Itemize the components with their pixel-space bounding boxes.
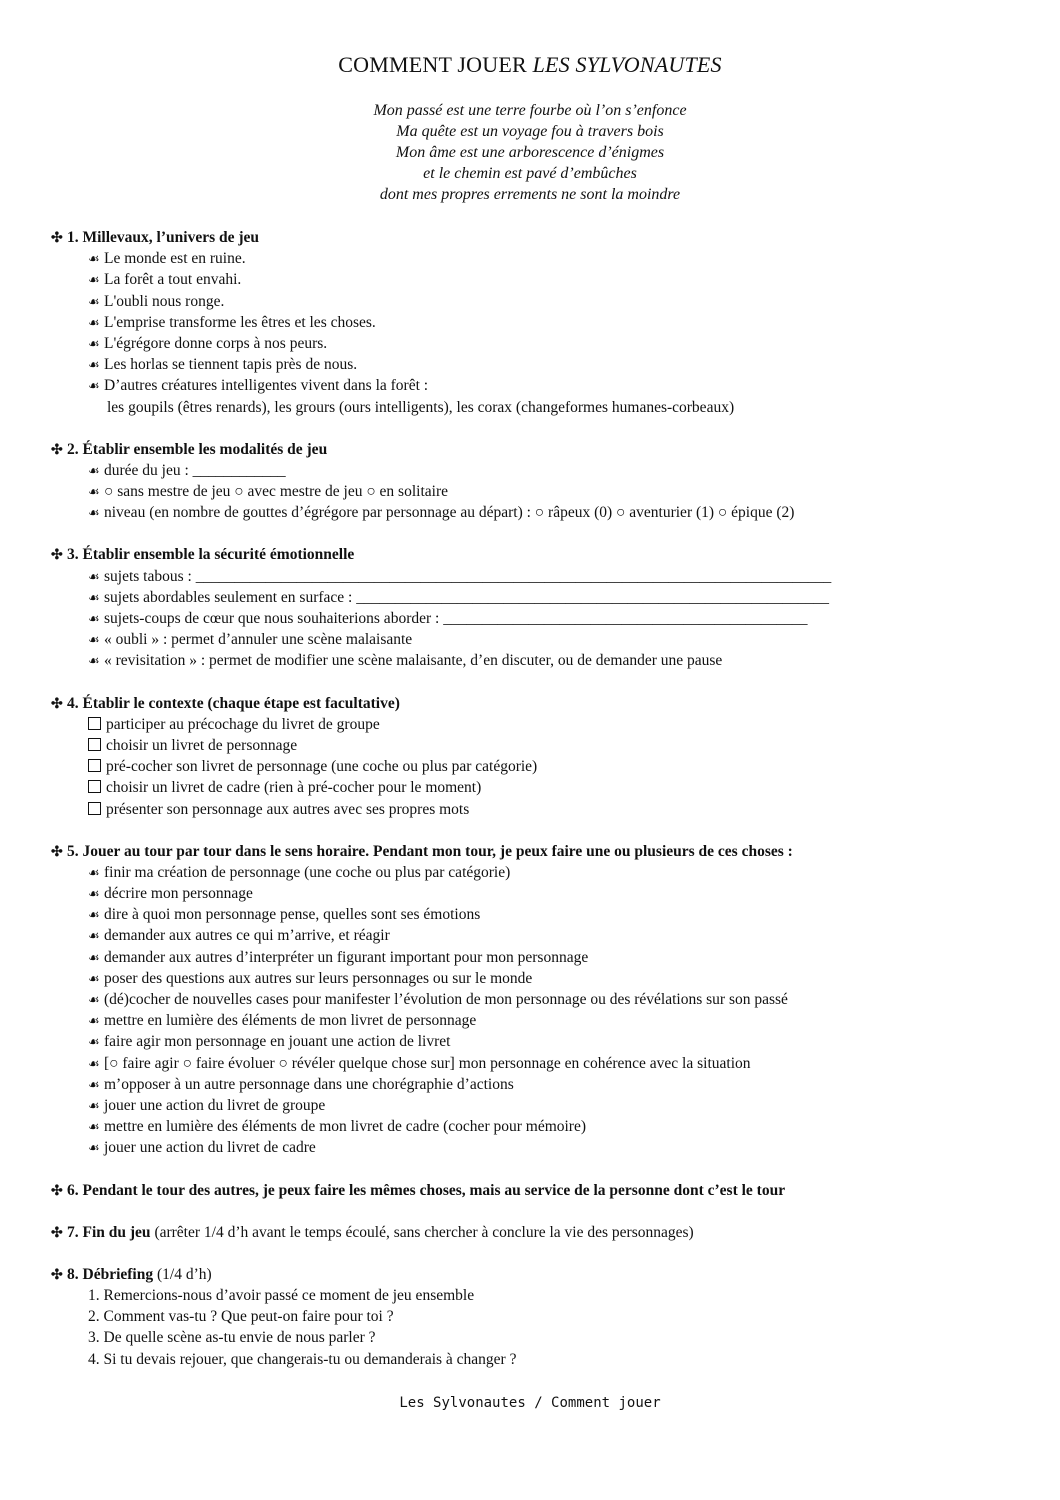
section-heading [51,439,1031,460]
section-3 [51,544,1031,671]
section-heading [51,1222,1031,1243]
bullet-item [51,862,1031,883]
section-heading-text: 5. Jouer au tour par tour dans le sens horaire. Pendant mon tour, je peux faire une ou plusieurs de ces choses : [67,842,793,860]
floral-bullet-icon: ☙ [88,1013,100,1029]
item-text: mettre en lumière des éléments de mon livret de cadre (cocher pour mémoire) [104,1118,587,1136]
bullet-item [51,608,1031,629]
item-text: ○ sans mestre de jeu ○ avec mestre de jeu ○ en solitaire [104,483,448,501]
floral-bullet-icon: ☙ [88,907,100,923]
item-text: dire à quoi mon personnage pense, quelles sont ses émotions [104,906,481,924]
bullet-item [51,1095,1031,1116]
fleuron-icon: ✣ [51,231,63,246]
section-heading-text: 7. Fin du jeu [67,1223,151,1241]
item-text: 3. De quelle scène as-tu envie de nous parler ? [88,1329,376,1347]
bullet-item [51,1053,1031,1074]
item-text: Le monde est en ruine. [104,250,246,268]
bullet-item [51,629,1031,650]
floral-bullet-icon: ☙ [88,949,100,965]
floral-bullet-icon: ☙ [88,611,100,626]
floral-bullet-icon: ☙ [88,272,100,288]
item-text: décrire mon personnage [104,885,253,903]
section-heading [51,841,1031,862]
poem-line: Ma quête est un voyage fou à travers bois [396,123,664,140]
item-text: jouer une action du livret de cadre [104,1139,316,1157]
item-text: pré-cocher son livret de personnage (une coche ou plus par catégorie) [106,758,538,776]
page-footer: Les Sylvonautes / Comment jouer [399,1395,661,1411]
bullet-item [51,1031,1031,1052]
bullet-item [51,291,1031,312]
floral-bullet-icon: ☙ [88,1097,100,1113]
section-6 [51,1180,1031,1201]
section-8 [51,1264,1031,1370]
checklist-item [51,735,1031,756]
section-heading-note: (arrêter 1/4 d’h avant le temps écoulé, sans chercher à conclure la vie des personnages) [150,1223,694,1241]
item-text: sujets abordables seulement en surface : _____________________________________________________________ [104,588,829,606]
checkbox-icon[interactable] [88,717,101,730]
bullet-item [51,904,1031,925]
item-text: demander aux autres d’interpréter un figurant important pour mon personnage [104,948,589,966]
bullet-item [51,502,1031,523]
rules-content [51,227,1031,1391]
fleuron-icon: ✣ [51,548,63,564]
floral-bullet-icon: ☙ [88,589,100,605]
poem-line: Mon âme est une arborescence d’énigmes [395,144,665,161]
item-text: durée du jeu : ____________ [104,461,286,479]
bullet-item [51,481,1031,502]
item-text: L'oubli nous ronge. [104,292,225,310]
checkbox-icon[interactable] [88,738,101,751]
item-text: poser des questions aux autres sur leurs personnages ou sur le monde [104,969,533,987]
floral-bullet-icon: ☙ [88,928,100,944]
floral-bullet-icon: ☙ [88,1076,100,1092]
item-text: 2. Comment vas-tu ? Que peut-on faire pour toi ? [88,1308,394,1326]
poem-line: Mon passé est une terre fourbe où l’on s’enfonce [373,102,687,119]
item-text: participer au précochage du livret de groupe [106,715,380,733]
floral-bullet-icon: ☙ [88,1055,100,1071]
item-text: niveau (en nombre de gouttes d’égrégore par personnage au départ) : ○ râpeux (0) ○ aventurier (1) ○ épique (2) [104,504,795,522]
bullet-item [51,883,1031,904]
item-text: sujets tabous : __________________________________________________________________________________ [104,567,832,585]
checkbox-icon[interactable] [88,780,101,793]
item-text: présenter son personnage aux autres avec ses propres mots [106,800,470,818]
section-7 [51,1222,1031,1243]
bullet-item [51,925,1031,946]
title-emphasis: LES SYLVONAUTES [532,52,722,77]
section-heading [51,544,1031,565]
item-text: m’opposer à un autre personnage dans une chorégraphie d’actions [104,1075,514,1093]
item-continuation: les goupils (êtres renards), les grours (ours intelligents), les corax (changeformes humanes-corbeaux) [107,398,735,416]
numbered-item [51,1285,1031,1306]
floral-bullet-icon: ☙ [88,1140,100,1156]
floral-bullet-icon: ☙ [88,484,100,500]
title-main: COMMENT JOUER [338,52,533,77]
poem-line: et le chemin est pavé d’embûches [423,165,637,182]
item-text: L'emprise transforme les êtres et les choses. [104,313,376,331]
floral-bullet-icon: ☙ [88,462,100,478]
bullet-item [51,989,1031,1010]
floral-bullet-icon: ☙ [88,864,100,880]
section-heading-note: (1/4 d’h) [153,1265,212,1283]
item-text: demander aux autres ce qui m’arrive, et réagir [104,927,390,945]
bullet-item [51,460,1031,481]
floral-bullet-icon: ☙ [88,251,100,267]
bullet-item [51,566,1031,587]
fleuron-icon: ✣ [51,1225,63,1241]
item-text: L'égrégore donne corps à nos peurs. [104,334,328,352]
bullet-item [51,333,1031,354]
item-text: finir ma création de personnage (une coche ou plus par catégorie) [104,863,511,881]
numbered-item [51,1306,1031,1327]
item-text: « oubli » : permet d’annuler une scène malaisante [104,631,413,649]
section-heading-text: 3. Établir ensemble la sécurité émotionnelle [67,546,355,564]
item-text: « revisitation » : permet de modifier une scène malaisante, d’en discuter, ou de demander une pause [104,652,723,670]
section-heading [51,227,1031,248]
item-text: (dé)cocher de nouvelles cases pour manifester l’évolution de mon personnage ou des révélations sur son passé [104,991,788,1008]
item-text: mettre en lumière des éléments de mon livret de personnage [104,1012,477,1030]
bullet-item [51,269,1031,290]
item-text: jouer une action du livret de groupe [104,1096,326,1114]
floral-bullet-icon: ☙ [88,335,100,351]
fleuron-icon: ✣ [51,1183,63,1199]
section-4 [51,693,1031,820]
floral-bullet-icon: ☙ [88,568,100,584]
fleuron-icon: ✣ [51,696,63,712]
bullet-item [51,947,1031,968]
floral-bullet-icon: ☙ [88,970,100,986]
item-text: sujets-coups de cœur que nous souhaiterions aborder : _______________________________________________ [104,610,808,627]
floral-bullet-icon: ☙ [88,293,100,309]
bullet-item [51,354,1031,375]
section-heading-text: 4. Établir le contexte (chaque étape est facultative) [67,694,400,712]
page-title [0,52,1060,78]
floral-bullet-icon: ☙ [88,378,100,394]
bullet-item [51,312,1031,333]
checklist-item [51,799,1031,820]
floral-bullet-icon: ☙ [88,1119,100,1135]
section-2 [51,439,1031,524]
section-heading-text: 2. Établir ensemble les modalités de jeu [67,440,328,458]
checklist-item [51,777,1031,798]
numbered-item [51,1349,1031,1370]
bullet-item [51,650,1031,671]
bullet-item [51,375,1031,396]
item-text: [○ faire agir ○ faire évoluer ○ révéler quelque chose sur] mon personnage en cohérence avec la situation [104,1054,751,1072]
item-text: 1. Remercions-nous d’avoir passé ce moment de jeu ensemble [88,1287,475,1305]
floral-bullet-icon: ☙ [88,653,100,669]
section-heading [51,693,1031,714]
floral-bullet-icon: ☙ [88,314,100,330]
item-text: faire agir mon personnage en jouant une action de livret [104,1033,451,1051]
bullet-item [51,1116,1031,1137]
item-text: choisir un livret de cadre (rien à pré-cocher pour le moment) [106,779,482,797]
item-text: La forêt a tout envahi. [104,271,242,289]
checkbox-icon[interactable] [88,759,101,772]
floral-bullet-icon: ☙ [88,1034,100,1050]
bullet-item [51,1137,1031,1158]
floral-bullet-icon: ☙ [88,992,100,1007]
checklist-item [51,714,1031,735]
section-heading [51,1180,1031,1201]
floral-bullet-icon: ☙ [88,505,100,521]
checklist-item [51,756,1031,777]
checkbox-icon[interactable] [88,802,101,815]
item-text: D’autres créatures intelligentes vivent dans la forêt : [104,377,429,395]
floral-bullet-icon: ☙ [88,886,100,902]
item-text: choisir un livret de personnage [106,736,298,754]
section-heading [51,1264,1031,1285]
section-5 [51,841,1031,1159]
section-heading-text: 1. Millevaux, l’univers de jeu [67,229,260,246]
bullet-item [51,1074,1031,1095]
section-heading-text: 6. Pendant le tour des autres, je peux faire les mêmes choses, mais au service de la personne dont c’est le tour [67,1181,786,1199]
bullet-item [51,248,1031,269]
fleuron-icon: ✣ [51,844,63,860]
bullet-item [51,1010,1031,1031]
bullet-item [51,968,1031,989]
epigraph-poem [0,100,1060,205]
floral-bullet-icon: ☙ [88,632,100,648]
fleuron-icon: ✣ [51,1267,63,1283]
section-1 [51,227,1031,418]
floral-bullet-icon: ☙ [88,357,100,373]
fleuron-icon: ✣ [51,442,63,458]
poem-line: dont mes propres errements ne sont la moindre [379,186,681,203]
bullet-item [51,587,1031,608]
section-heading-text: 8. Débriefing [67,1265,154,1283]
item-text: 4. Si tu devais rejouer, que changerais-tu ou demanderais à changer ? [88,1350,517,1368]
numbered-item [51,1327,1031,1348]
item-text: Les horlas se tiennent tapis près de nous. [104,356,358,374]
